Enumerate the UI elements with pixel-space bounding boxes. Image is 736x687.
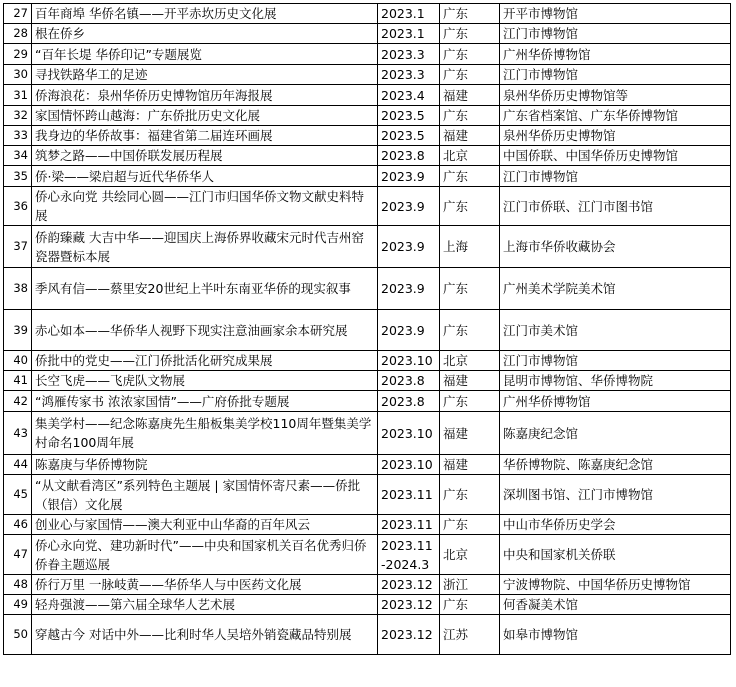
exhibition-title: 长空飞虎——飞虎队文物展	[32, 371, 378, 391]
table-row	[4, 391, 731, 412]
exhibition-date: 2023.11	[378, 475, 440, 515]
exhibition-location: 广东	[440, 4, 500, 24]
table-row	[4, 515, 731, 535]
organizer: 广州华侨博物馆	[500, 44, 731, 65]
exhibition-location: 江苏	[440, 615, 500, 655]
exhibition-date: 2023.12	[378, 575, 440, 595]
exhibition-title: 百年商埠 华侨名镇——开平赤坎历史文化展	[32, 4, 378, 24]
table-row	[4, 85, 731, 106]
row-number: 37	[4, 226, 32, 268]
exhibition-location: 福建	[440, 371, 500, 391]
table-row	[4, 412, 731, 455]
exhibition-title: 筑梦之路——中国侨联发展历程展	[32, 146, 378, 166]
exhibition-date: 2023.3	[378, 65, 440, 85]
exhibition-location: 北京	[440, 351, 500, 371]
exhibition-title: 侨心永向党 共绘同心圆——江门市归国华侨文物文献史料特展	[32, 187, 378, 226]
row-number: 39	[4, 310, 32, 351]
organizer: 江门市美术馆	[500, 310, 731, 351]
table-row	[4, 351, 731, 371]
exhibition-date: 2023.12	[378, 595, 440, 615]
table-row	[4, 268, 731, 310]
organizer: 江门市侨联、江门市图书馆	[500, 187, 731, 226]
table-row	[4, 310, 731, 351]
table-row	[4, 595, 731, 615]
exhibition-title: 我身边的华侨故事：福建省第二届连环画展	[32, 126, 378, 146]
row-number: 29	[4, 44, 32, 65]
table-row	[4, 106, 731, 126]
exhibition-title: 集美学村——纪念陈嘉庚先生船板集美学校110周年暨集美学村命名100周年展	[32, 412, 378, 455]
organizer: 中国侨联、中国华侨历史博物馆	[500, 146, 731, 166]
exhibition-location: 福建	[440, 455, 500, 475]
table-row	[4, 226, 731, 268]
organizer: 宁波博物院、中国华侨历史博物馆	[500, 575, 731, 595]
exhibition-title: 侨·梁——梁启超与近代华侨华人	[32, 166, 378, 187]
exhibition-title: 侨心永向党、建功新时代”——中央和国家机关百名优秀归侨侨眷主题巡展	[32, 535, 378, 575]
exhibition-title: 寻找铁路华工的足迹	[32, 65, 378, 85]
exhibition-date: 2023.9	[378, 226, 440, 268]
table-body	[4, 4, 731, 655]
table-row	[4, 65, 731, 85]
exhibition-location: 浙江	[440, 575, 500, 595]
exhibition-date: 2023.10	[378, 412, 440, 455]
organizer: 江门市博物馆	[500, 24, 731, 44]
exhibition-date: 2023.9	[378, 187, 440, 226]
row-number: 43	[4, 412, 32, 455]
table-row	[4, 371, 731, 391]
table-row	[4, 535, 731, 575]
organizer: 开平市博物馆	[500, 4, 731, 24]
exhibition-location: 广东	[440, 24, 500, 44]
table-row	[4, 146, 731, 166]
row-number: 35	[4, 166, 32, 187]
exhibition-date: 2023.5	[378, 126, 440, 146]
table-row	[4, 187, 731, 226]
organizer: 上海市华侨收藏协会	[500, 226, 731, 268]
exhibition-date: 2023.9	[378, 310, 440, 351]
exhibition-date: 2023.8	[378, 391, 440, 412]
row-number: 32	[4, 106, 32, 126]
organizer: 江门市博物馆	[500, 166, 731, 187]
exhibition-title: 家国情怀跨山越海：广东侨批历史文化展	[32, 106, 378, 126]
row-number: 36	[4, 187, 32, 226]
exhibition-location: 广东	[440, 268, 500, 310]
exhibition-location: 广东	[440, 475, 500, 515]
table-row	[4, 4, 731, 24]
row-number: 47	[4, 535, 32, 575]
exhibition-location: 广东	[440, 187, 500, 226]
exhibition-title: 侨海浪花：泉州华侨历史博物馆历年海报展	[32, 85, 378, 106]
row-number: 46	[4, 515, 32, 535]
organizer: 广州华侨博物馆	[500, 391, 731, 412]
organizer: 广州美术学院美术馆	[500, 268, 731, 310]
table-row	[4, 166, 731, 187]
exhibition-date: 2023.10	[378, 351, 440, 371]
exhibition-date: 2023.9	[378, 166, 440, 187]
exhibition-title: 创业心与家国情——澳大利亚中山华裔的百年风云	[32, 515, 378, 535]
table-row	[4, 126, 731, 146]
exhibition-date: 2023.10	[378, 455, 440, 475]
exhibition-location: 福建	[440, 85, 500, 106]
exhibition-location: 广东	[440, 515, 500, 535]
exhibition-title: “百年长堤 华侨印记”专题展览	[32, 44, 378, 65]
organizer: 广东省档案馆、广东华侨博物馆	[500, 106, 731, 126]
exhibition-date: 2023.1	[378, 4, 440, 24]
exhibition-title: 根在侨乡	[32, 24, 378, 44]
row-number: 38	[4, 268, 32, 310]
organizer: 泉州华侨历史博物馆	[500, 126, 731, 146]
exhibition-location: 广东	[440, 44, 500, 65]
row-number: 45	[4, 475, 32, 515]
row-number: 27	[4, 4, 32, 24]
row-number: 31	[4, 85, 32, 106]
table-row	[4, 575, 731, 595]
exhibition-title: 侨行万里 一脉岐黄——华侨华人与中医药文化展	[32, 575, 378, 595]
exhibition-date: 2023.11	[378, 515, 440, 535]
organizer: 陈嘉庚纪念馆	[500, 412, 731, 455]
row-number: 48	[4, 575, 32, 595]
exhibition-date: 2023.3	[378, 44, 440, 65]
row-number: 30	[4, 65, 32, 85]
exhibition-location: 广东	[440, 595, 500, 615]
exhibition-location: 广东	[440, 310, 500, 351]
exhibition-date: 2023.8	[378, 146, 440, 166]
row-number: 49	[4, 595, 32, 615]
exhibition-title: “从文献看湾区”系列特色主题展 | 家国情怀寄尺素——侨批（银信）文化展	[32, 475, 378, 515]
table-row	[4, 44, 731, 65]
table-row	[4, 475, 731, 515]
row-number: 41	[4, 371, 32, 391]
exhibition-table	[3, 3, 731, 655]
organizer: 中央和国家机关侨联	[500, 535, 731, 575]
exhibition-date: 2023.1	[378, 24, 440, 44]
row-number: 40	[4, 351, 32, 371]
exhibition-title: 赤心如本——华侨华人视野下现实注意油画家余本研究展	[32, 310, 378, 351]
row-number: 28	[4, 24, 32, 44]
exhibition-location: 北京	[440, 535, 500, 575]
organizer: 中山市华侨历史学会	[500, 515, 731, 535]
row-number: 50	[4, 615, 32, 655]
exhibition-title: 陈嘉庚与华侨博物院	[32, 455, 378, 475]
exhibition-location: 广东	[440, 65, 500, 85]
exhibition-title: 侨韵臻藏 大吉中华——迎国庆上海侨界收藏宋元时代吉州窑瓷器暨标本展	[32, 226, 378, 268]
organizer: 江门市博物馆	[500, 351, 731, 371]
exhibition-location: 福建	[440, 126, 500, 146]
exhibition-date: 2023.8	[378, 371, 440, 391]
exhibition-location: 北京	[440, 146, 500, 166]
exhibition-title: 侨批中的党史——江门侨批活化研究成果展	[32, 351, 378, 371]
exhibition-title: “鸿雁传家书 浓浓家国情”——广府侨批专题展	[32, 391, 378, 412]
exhibition-title: 穿越古今 对话中外——比利时华人吴培外销瓷藏品特别展	[32, 615, 378, 655]
table-row	[4, 24, 731, 44]
row-number: 34	[4, 146, 32, 166]
organizer: 江门市博物馆	[500, 65, 731, 85]
organizer: 何香凝美术馆	[500, 595, 731, 615]
exhibition-location: 广东	[440, 106, 500, 126]
row-number: 42	[4, 391, 32, 412]
exhibition-title: 季风有信——蔡里安20世纪上半叶东南亚华侨的现实叙事	[32, 268, 378, 310]
table-row	[4, 615, 731, 655]
organizer: 华侨博物院、陈嘉庚纪念馆	[500, 455, 731, 475]
exhibition-date: 2023.12	[378, 615, 440, 655]
exhibition-date: 2023.5	[378, 106, 440, 126]
organizer: 泉州华侨历史博物馆等	[500, 85, 731, 106]
table-row	[4, 455, 731, 475]
exhibition-location: 广东	[440, 166, 500, 187]
row-number: 44	[4, 455, 32, 475]
exhibition-location: 上海	[440, 226, 500, 268]
organizer: 如皋市博物馆	[500, 615, 731, 655]
exhibition-date: 2023.11-2024.3	[378, 535, 440, 575]
exhibition-date: 2023.4	[378, 85, 440, 106]
exhibition-date: 2023.9	[378, 268, 440, 310]
exhibition-title: 轻舟强渡——第六届全球华人艺术展	[32, 595, 378, 615]
row-number: 33	[4, 126, 32, 146]
organizer: 昆明市博物馆、华侨博物院	[500, 371, 731, 391]
exhibition-location: 福建	[440, 412, 500, 455]
exhibition-location: 广东	[440, 391, 500, 412]
organizer: 深圳图书馆、江门市博物馆	[500, 475, 731, 515]
